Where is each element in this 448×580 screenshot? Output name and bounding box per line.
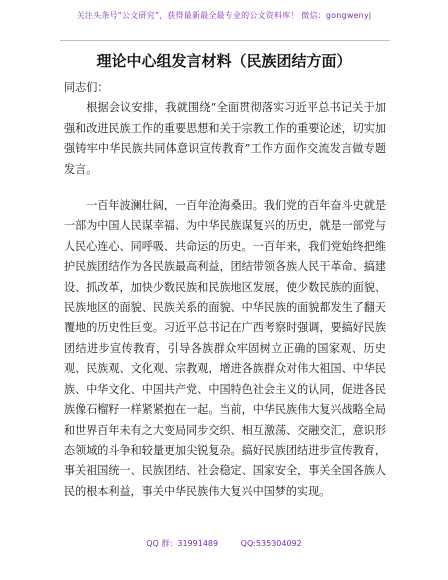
document-body [64, 78, 386, 506]
page-header: 关注头条号“公文研究”，获得最新最全最专业的公文资料库！ 微信：gongwenyj [76, 11, 372, 20]
header-divider [60, 40, 390, 41]
greeting: 同志们： [64, 81, 109, 94]
page-footer [0, 538, 448, 549]
footer-qq: QQ:535304092 [240, 539, 302, 548]
paragraph-2: 一百年波澜壮阔，一百年沧海桑田。我们党的百年奋斗史就是一部为中国人民谋幸福、为中华民族谋复兴的历史，就是一部党与人民心连心、同呼吸、共命运的历史。一百年来，我们党始终把维护民族团结作为各民族最高利益，团结带领各族人民干革命、搞建设、抓改革，加快少数民族和民族地区发展，使少数民族的面貌、民族地区的面貌、民族关系的面貌、中华民族的面貌都发生了翻天覆地的历史性巨变。习近平总书记在广西考察时强调，要搞好民族团结进步宣传教育，引导各族群众牢固树立正确的国家观、历史观、民族观、文化观、宗教观，增进各族群众对伟大祖国、中华民族、中华文化、中国共产党、中国特色社会主义的认同，促进各民族像石榴籽一样紧紧抱在一起。当前，中华民族伟大复兴战略全局和世界百年未有之大变局同步交织、相互激荡、交融交汇，意识形态领域的斗争和较量更加尖锐复杂。搞好民族团结进步宣传教育，事关祖国统一、民族团结、社会稳定、国家安全，事关全国各族人民的根本利益，事关中华民族伟大复兴中国梦的实现。 [64, 199, 386, 498]
document-title: 理论中心组发言材料（民族团结方面） [96, 52, 352, 70]
footer-qq-group: QQ 群：31991489 [146, 539, 219, 548]
paragraph-1: 根据会议安排，我就围绕“全面贯彻落实习近平总书记关于加强和改进民族工作的重要思想和关于宗教工作的重要论述，切实加强铸牢中华民族共同体意识宣传教育”工作方面作交流发言做专题发言。 [64, 101, 386, 176]
